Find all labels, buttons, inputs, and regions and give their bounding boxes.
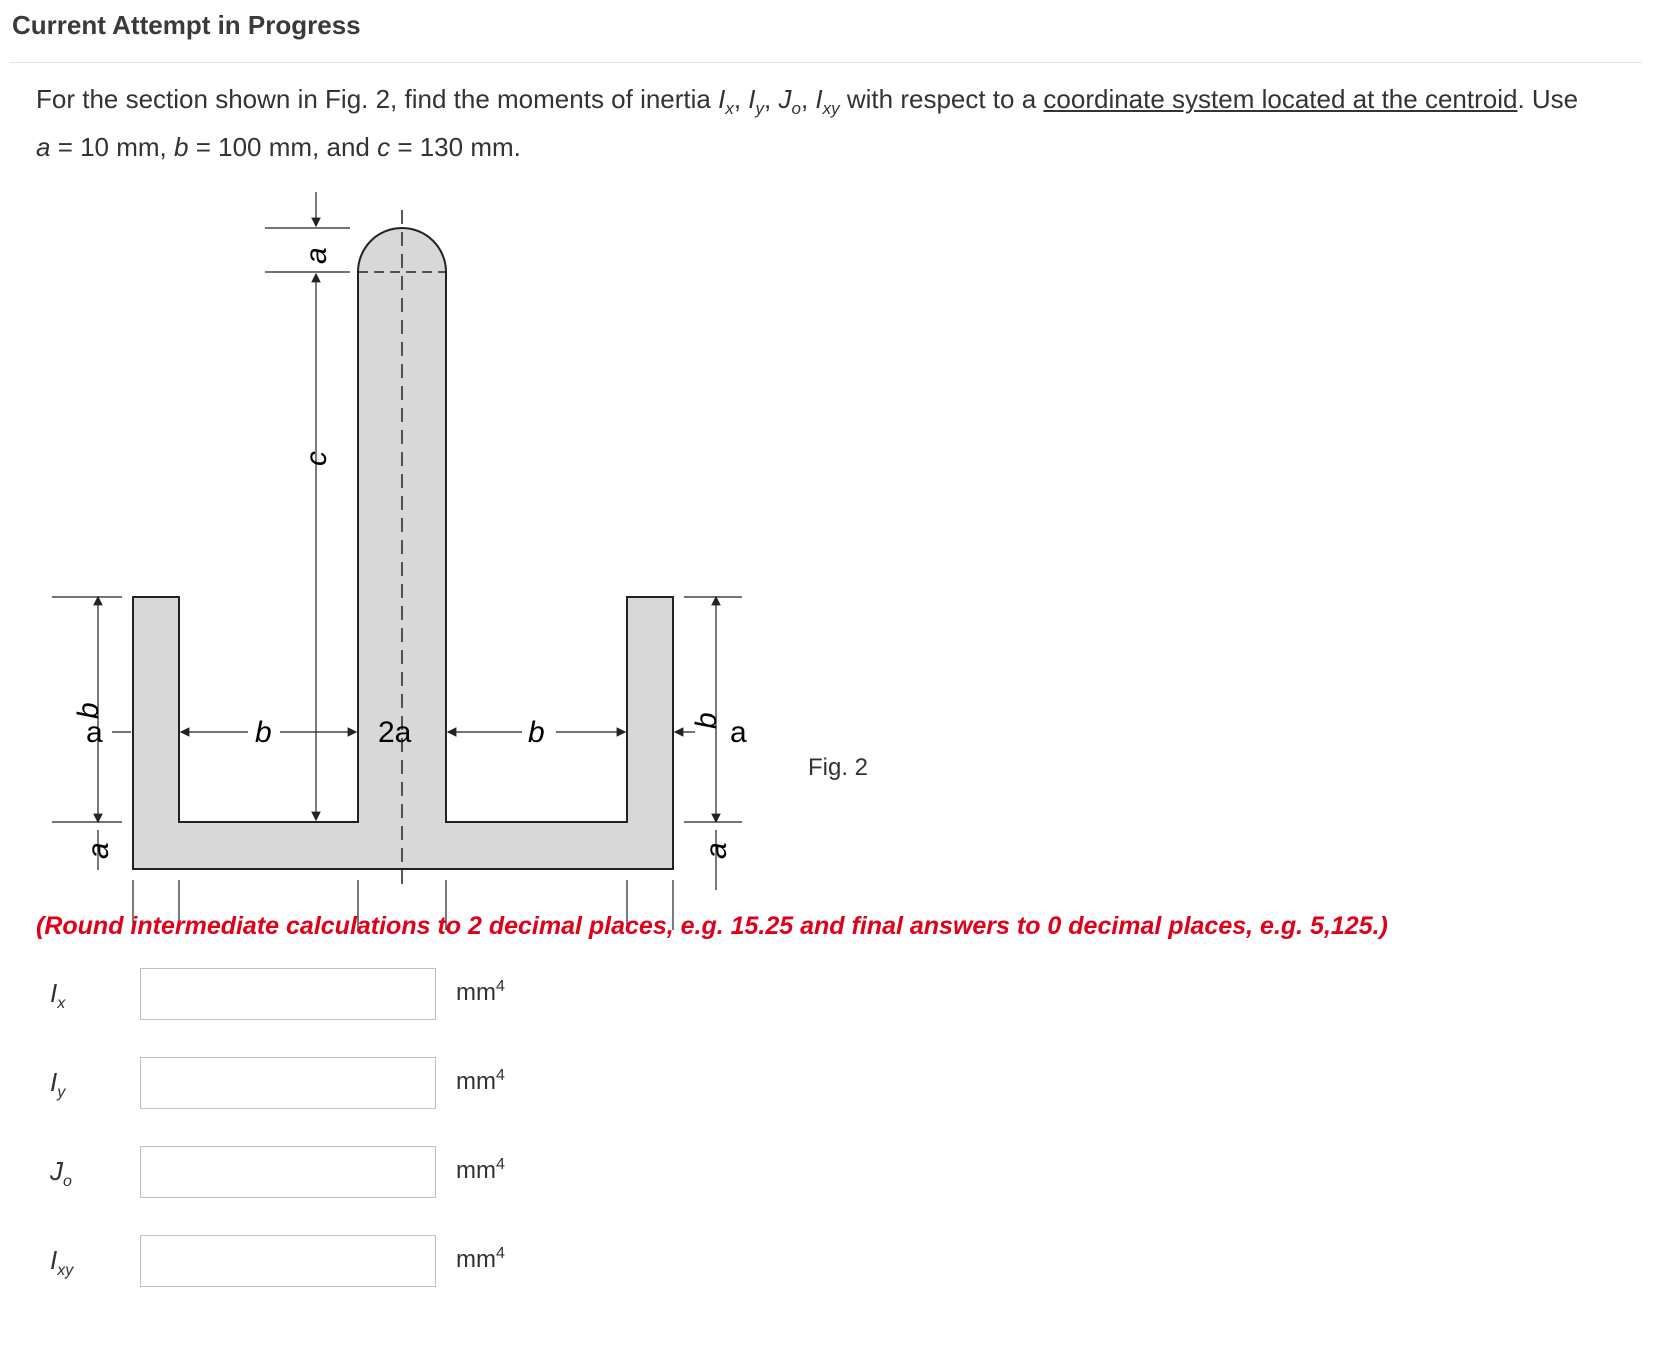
- answer-label-ix: $I_x$: [50, 978, 66, 1013]
- unit-label-jo: $mm^4$: [456, 1156, 505, 1184]
- symbol-c: c: [377, 132, 391, 163]
- page-title: Current Attempt in Progress: [12, 10, 361, 40]
- ixy-input[interactable]: [140, 1235, 436, 1287]
- dim-label-c: c: [300, 451, 333, 466]
- prompt-text: For the section shown in Fig. 2, find the moments of inertia: [36, 84, 719, 114]
- unit-label-iy: $mm^4$: [456, 1067, 505, 1095]
- answer-row-jo: [0, 1146, 700, 1206]
- unit-label-ixy: $mm^4$: [456, 1245, 505, 1273]
- jo-input[interactable]: [140, 1146, 436, 1198]
- dim-label-a-bottom-left: a: [86, 716, 103, 749]
- cross-section-diagram: [0, 190, 960, 859]
- figure-2: [0, 190, 960, 859]
- answer-label-iy: $I_y$: [50, 1067, 66, 1102]
- answer-row-ixy: [0, 1235, 700, 1295]
- rounding-instruction: (Round intermediate calculations to 2 decimal places, e.g. 15.25 and final answers to 0 decimal places, e.g. 5,125.): [36, 912, 1388, 940]
- figure-caption: Fig. 2: [808, 754, 869, 781]
- symbol-iy: $I_y$: [748, 84, 765, 119]
- dim-label-b-right: b: [690, 712, 723, 729]
- dim-label-2a: 2a: [378, 716, 412, 749]
- symbol-ixy: $I_{xy}$: [815, 84, 840, 119]
- dim-label-a-left-vertical: a: [82, 842, 115, 859]
- iy-input[interactable]: [140, 1057, 436, 1109]
- dim-label-a-right-vertical: a: [700, 842, 733, 859]
- section-shape: [133, 228, 673, 869]
- answer-row-ix: [0, 968, 700, 1028]
- answer-label-ixy: $I_{xy}$: [50, 1245, 74, 1280]
- ix-input[interactable]: [140, 968, 436, 1020]
- header-divider: [10, 62, 1642, 63]
- symbol-a: a: [36, 132, 51, 163]
- answer-row-iy: [0, 1057, 700, 1117]
- symbol-ix: $I_x$: [718, 84, 734, 119]
- question-prompt: For the section shown in Fig. 2, find the moments of inertia $I_x$, $I_y$, $J_o$, $I_{xy}$ with respect to a coordinate system located at the centroid. Use a = 10 mm, b = 100 mm, and c = 130 mm.: [36, 84, 1579, 163]
- dim-label-b-bottom-left: b: [255, 716, 272, 749]
- answer-label-jo: $J_o$: [50, 1156, 72, 1191]
- symbol-b: b: [174, 132, 189, 163]
- dim-label-a-bottom-right: a: [730, 716, 747, 749]
- dim-label-b-bottom-right: b: [528, 716, 545, 749]
- dim-label-b-left: b: [72, 702, 105, 719]
- centroid-note: coordinate system located at the centroid: [1043, 84, 1518, 114]
- symbol-jo: $J_o$: [778, 84, 801, 119]
- dim-label-a-top: a: [300, 247, 333, 264]
- unit-label-ix: $mm^4$: [456, 978, 505, 1006]
